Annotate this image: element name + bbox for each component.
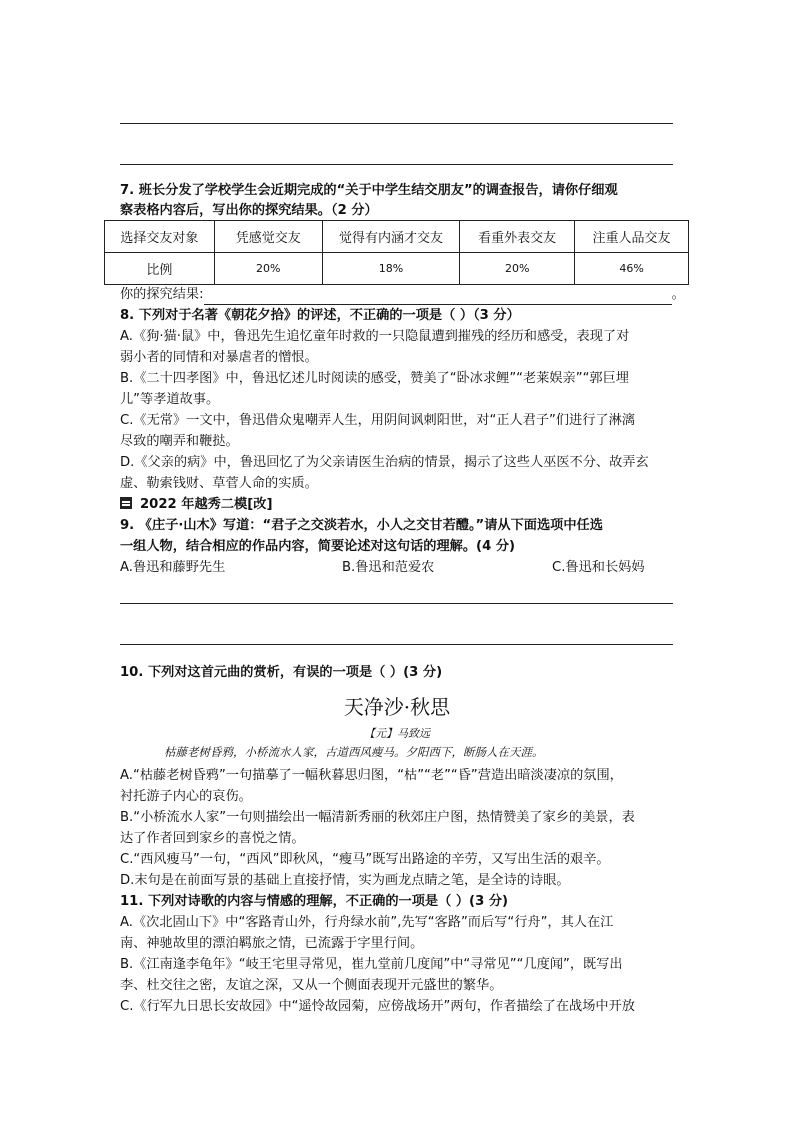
result-label: 你的探究结果: bbox=[120, 287, 204, 302]
q8-option-line: A.《狗·猫·鼠》中，鲁迅先生追忆童年时救的一只隐鼠遭到摧残的经历和感受，表现了对 bbox=[120, 329, 630, 344]
answer-line[interactable] bbox=[120, 644, 673, 645]
q8-option-line: C.《无常》一文中，鲁迅借众鬼嘲弄人生，用阴间讽刺阳世，对“正人君子”们进行了淋漓 bbox=[120, 413, 635, 428]
q7-result bbox=[120, 284, 685, 305]
q11-option-line: 南、神驰故里的漂泊羁旅之情，已流露于字里行间。 bbox=[120, 936, 424, 951]
q11-option-line: 李、杜交往之密，友谊之深，又从一个侧面表现开元盛世的繁华。 bbox=[120, 978, 503, 993]
table-header: 觉得有内涵才交友 bbox=[322, 221, 460, 253]
q9-stem-line2: 一组人物，结合相应的作品内容，简要论述对这句话的理解。(4 分) bbox=[120, 539, 516, 554]
table-header: 选择交友对象 bbox=[105, 221, 215, 253]
table-cell: 46% bbox=[575, 253, 689, 285]
q11-option-line: C.《行军九日思长安故园》中“遥怜故园菊，应傍战场开”两句，作者描绘了在战场中开放 bbox=[120, 999, 635, 1014]
survey-table bbox=[104, 220, 689, 285]
poem-author: 【元】马致远 bbox=[364, 727, 430, 740]
q9-stem-line1: 9. 《庄子·山木》写道：“君子之交淡若水，小人之交甘若醴。”请从下面选项中任选 bbox=[120, 518, 603, 533]
table-cell: 18% bbox=[322, 253, 460, 285]
result-end: 。 bbox=[671, 287, 685, 302]
q10-option-line: A.“枯藤老树昏鸦”一句描摹了一幅秋暮思归图，“枯”“老”“昏”营造出暗淡凄凉的氛围， bbox=[120, 768, 623, 783]
table-cell: 20% bbox=[460, 253, 575, 285]
q9-options bbox=[120, 557, 680, 578]
q8-option-line: 儿”等孝道故事。 bbox=[120, 392, 220, 407]
q10-option-line: D.末句是在前面写景的基础上直接抒情，实为画龙点睛之笔，是全诗的诗眼。 bbox=[120, 873, 570, 888]
q8-option-line: B.《二十四孝图》中，鲁迅忆述儿时阅读的感受，赞美了“卧冰求鲤”“老莱娱亲”“郭巨埋 bbox=[120, 371, 629, 386]
q10-option-line: 达了作者回到家乡的喜悦之情。 bbox=[120, 831, 305, 846]
q9-option-a: A.鲁迅和藤野先生 bbox=[120, 560, 226, 575]
table-cell: 比例 bbox=[105, 253, 215, 285]
q10-option-line: 衬托游子内心的哀伤。 bbox=[120, 789, 252, 804]
q7-stem-line1: 7. 班长分发了学校学生会近期完成的“关于中学生结交朋友”的调查报告，请你仔细观 bbox=[120, 183, 618, 198]
poem-text: 枯藤老树昏鸦，小桥流水人家，古道西风瘦马。夕阳西下，断肠人在天涯。 bbox=[164, 745, 544, 759]
q9-option-b: B.鲁迅和范爱农 bbox=[342, 560, 435, 575]
table-header: 看重外表交友 bbox=[460, 221, 575, 253]
document-icon bbox=[120, 497, 132, 509]
result-answer-line[interactable] bbox=[204, 290, 672, 305]
exam-source-label: 2022 年越秀二模[改] bbox=[140, 497, 273, 512]
poem-title: 天净沙·秋思 bbox=[343, 695, 451, 719]
q10-option-line: B.“小桥流水人家”一句则描绘出一幅清新秀丽的秋郊庄户图，热情赞美了家乡的美景，表 bbox=[120, 810, 635, 825]
table-header: 凭感觉交友 bbox=[214, 221, 322, 253]
answer-line[interactable] bbox=[120, 603, 673, 604]
q11-option-line: B.《江南逢李龟年》“岐王宅里寻常见，崔九堂前几度闻”中“寻常见”“几度闻”，既写出 bbox=[120, 957, 623, 972]
q9-option-c: C.鲁迅和长妈妈 bbox=[552, 560, 645, 575]
answer-line[interactable] bbox=[120, 164, 673, 165]
q11-stem: 11. 下列对诗歌的内容与情感的理解，不正确的一项是（ ）(3 分) bbox=[120, 894, 509, 909]
q10-option-line: C.“西风瘦马”一句，“西风”即秋风，“瘦马”既写出路途的辛劳，又写出生活的艰辛。 bbox=[120, 852, 610, 867]
q8-option-line: 弱小者的同情和对暴虐者的憎恨。 bbox=[120, 350, 318, 365]
table-header: 注重人品交友 bbox=[575, 221, 689, 253]
q11-option-line: A.《次北固山下》中“客路青山外，行舟绿水前”,先写“客路”而后写“行舟”，其人在江 bbox=[120, 915, 614, 930]
q8-option-line: 虚、勒索钱财、草菅人命的实质。 bbox=[120, 476, 318, 491]
q8-stem: 8. 下列对于名著《朝花夕拾》的评述，不正确的一项是（ ）（3 分） bbox=[120, 308, 520, 323]
table-row bbox=[105, 253, 689, 285]
exam-source-tag bbox=[120, 494, 680, 515]
q8-option-line: 尽致的嘲弄和鞭挞。 bbox=[120, 434, 239, 449]
q10-stem: 10. 下列对这首元曲的赏析，有误的一项是（ ）(3 分) bbox=[120, 665, 443, 680]
q8-option-line: D.《父亲的病》中，鲁迅回忆了为父亲请医生治病的情景，揭示了这些人巫医不分、故弄玄 bbox=[120, 455, 649, 470]
answer-line[interactable] bbox=[120, 123, 673, 124]
q7-stem-line2: 察表格内容后，写出你的探究结果。（2 分） bbox=[120, 203, 378, 218]
table-header-row bbox=[105, 221, 689, 253]
table-cell: 20% bbox=[214, 253, 322, 285]
